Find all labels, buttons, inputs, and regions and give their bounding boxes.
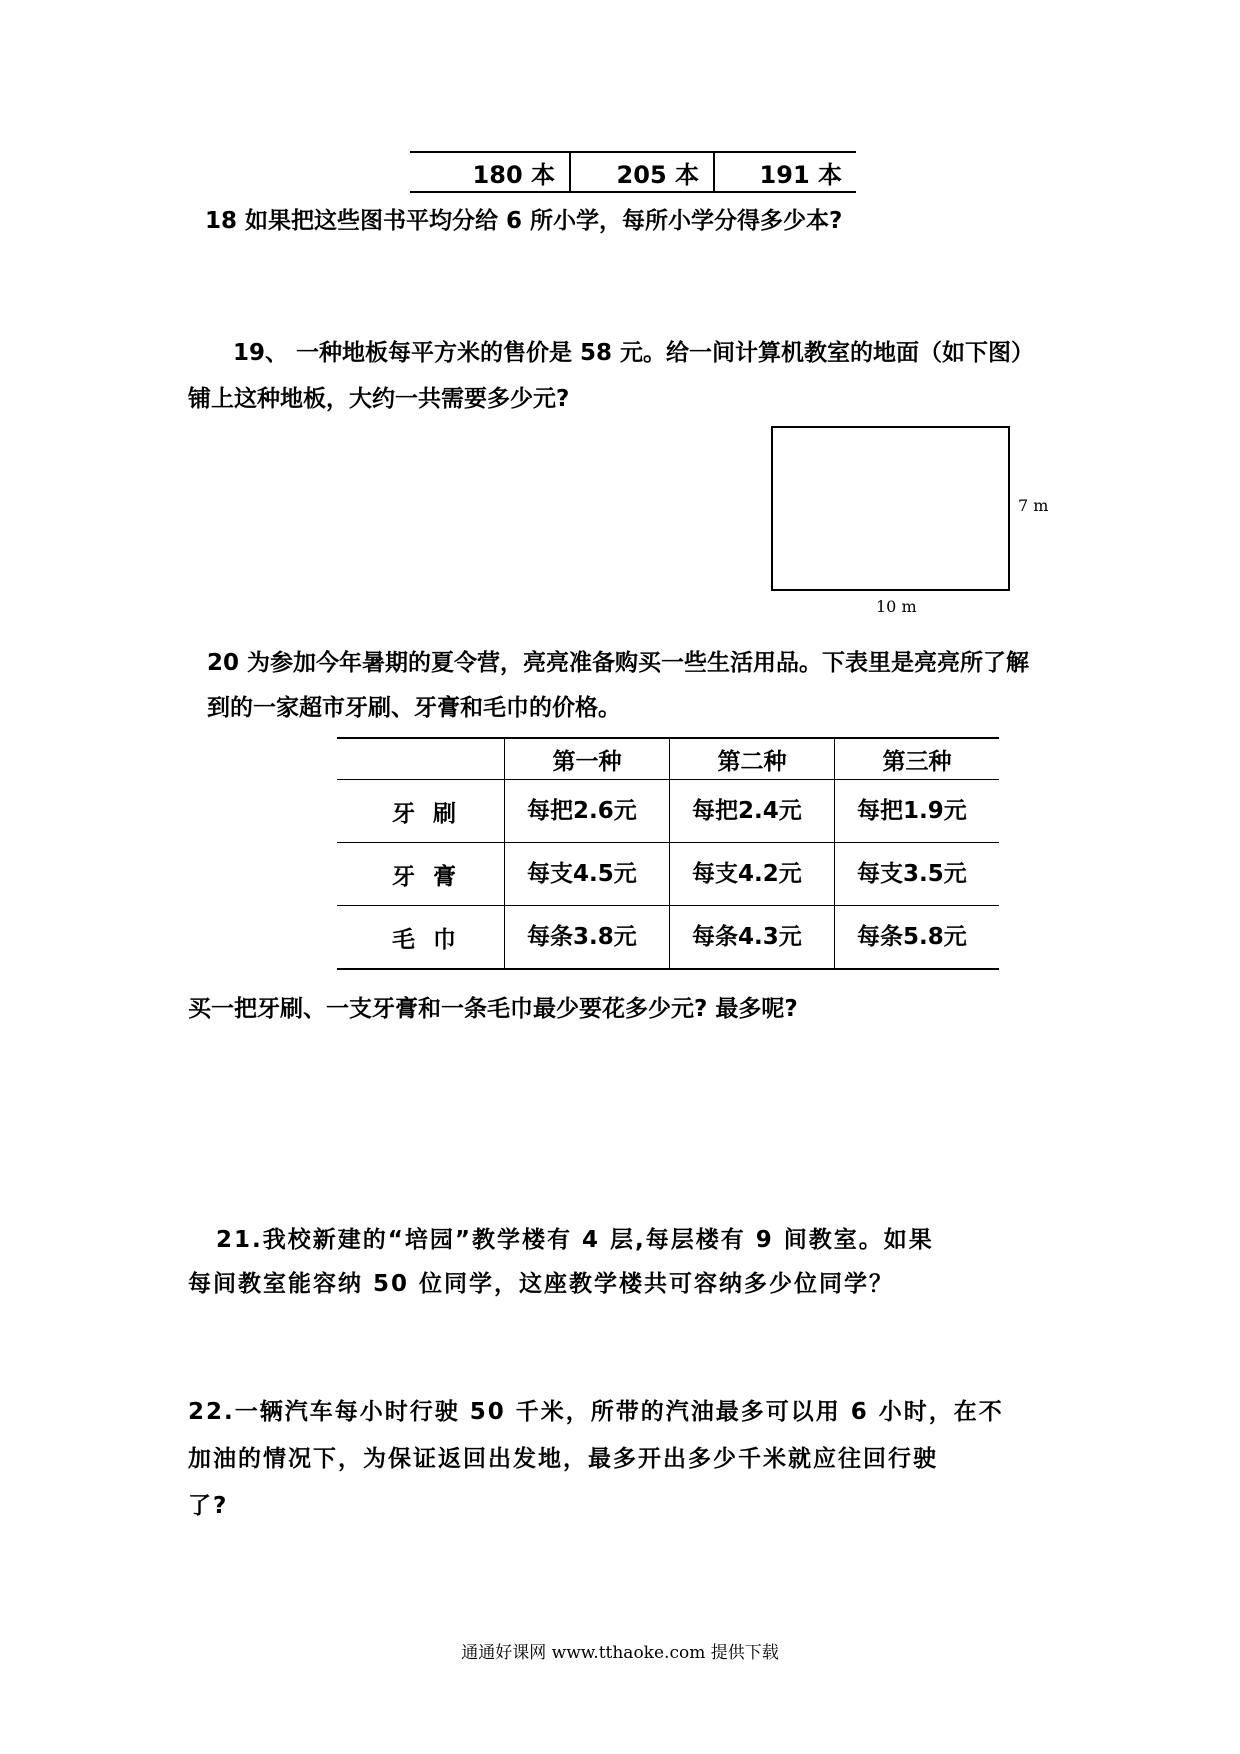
table-header-cell: 第三种 — [835, 738, 1000, 780]
height-dimension-label: 7 m — [1018, 496, 1049, 515]
price-table — [337, 737, 999, 970]
question-20-line-1: 20 为参加今年暑期的夏令营，亮亮准备购买一些生活用品。下表里是亮亮所了解 — [207, 650, 1030, 676]
row-label: 毛巾 — [337, 906, 505, 970]
table-cell: 每条3.8元 — [505, 906, 670, 970]
question-22-line-3: 了? — [188, 1493, 229, 1519]
footer-source-note: 通通好课网 www.tthaoke.com 提供下载 — [461, 1643, 779, 1663]
question-20-line-2: 到的一家超市牙刷、牙膏和毛巾的价格。 — [207, 695, 621, 721]
table-header-cell — [337, 738, 505, 780]
table-cell: 每支3.5元 — [835, 843, 1000, 906]
question-21-line-1: 21.我校新建的“培园”教学楼有 4 层,每层楼有 9 间教室。如果 — [216, 1227, 934, 1253]
table-cell: 每条4.3元 — [670, 906, 835, 970]
question-18: 18 如果把这些图书平均分给 6 所小学，每所小学分得多少本? — [205, 208, 843, 234]
table-cell: 每条5.8元 — [835, 906, 1000, 970]
table-header-cell: 第二种 — [670, 738, 835, 780]
table-cell: 205 本 — [570, 152, 714, 192]
table-header-cell: 第一种 — [505, 738, 670, 780]
table-row — [337, 780, 999, 843]
question-19-line-1: 19、 一种地板每平方米的售价是 58 元。给一间计算机教室的地面（如下图） — [233, 340, 1035, 366]
table-header-row — [337, 738, 999, 780]
table-row — [337, 906, 999, 970]
width-dimension-label: 10 m — [876, 597, 917, 616]
table-cell: 每支4.5元 — [505, 843, 670, 906]
table-cell: 每把2.6元 — [505, 780, 670, 843]
table-cell: 191 本 — [714, 152, 856, 192]
table-row — [410, 152, 856, 192]
book-count-table — [410, 151, 856, 193]
table-cell: 180 本 — [410, 152, 570, 192]
table-row — [337, 843, 999, 906]
question-22-line-1: 22.一辆汽车每小时行驶 50 千米，所带的汽油最多可以用 6 小时，在不 — [188, 1399, 1004, 1425]
question-19-line-2: 铺上这种地板，大约一共需要多少元? — [188, 386, 570, 412]
row-label: 牙刷 — [337, 780, 505, 843]
table-cell: 每把1.9元 — [835, 780, 1000, 843]
row-label: 牙膏 — [337, 843, 505, 906]
question-22-line-2: 加油的情况下，为保证返回出发地，最多开出多少千米就应往回行驶 — [188, 1446, 938, 1472]
question-20-prompt: 买一把牙刷、一支牙膏和一条毛巾最少要花多少元? 最多呢? — [188, 996, 798, 1022]
question-21-line-2: 每间教室能容纳 50 位同学，这座教学楼共可容纳多少位同学？ — [188, 1271, 895, 1297]
table-cell: 每把2.4元 — [670, 780, 835, 843]
table-cell: 每支4.2元 — [670, 843, 835, 906]
classroom-floor-rectangle — [771, 426, 1010, 591]
